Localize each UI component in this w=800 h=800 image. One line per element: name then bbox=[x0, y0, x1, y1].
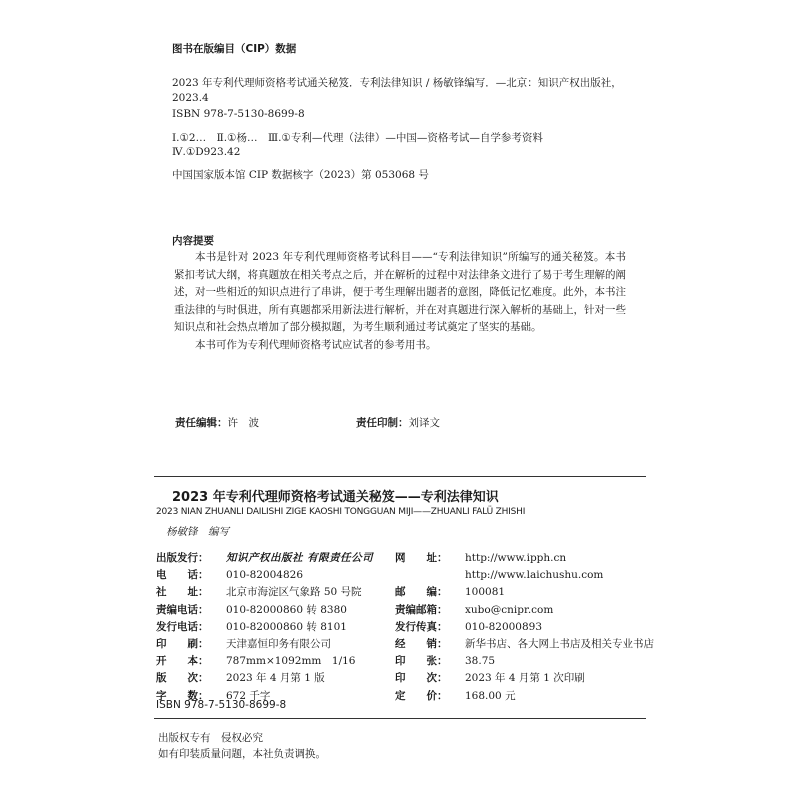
publishing-value: 010-82004826 bbox=[226, 569, 304, 582]
publishing-row bbox=[156, 634, 331, 650]
publishing-value: 010-82000860 转 8101 bbox=[226, 620, 347, 633]
publishing-label: 经 销： bbox=[395, 638, 448, 650]
publishing-label: 电 话： bbox=[156, 569, 209, 582]
publishing-value: 天津嘉恒印务有限公司 bbox=[226, 638, 331, 650]
publishing-label: 字 数： bbox=[156, 689, 209, 702]
publishing-label: 网 址： bbox=[395, 552, 448, 564]
publishing-label: 开 本： bbox=[156, 655, 209, 668]
publishing-isbn: ISBN 978-7-5130-8699-8 bbox=[156, 699, 287, 711]
publishing-row bbox=[156, 582, 362, 598]
publishing-label: 发行传真： bbox=[395, 620, 448, 633]
editor-name: 许 波 bbox=[227, 417, 259, 429]
publishing-label: 印 刷： bbox=[156, 638, 209, 650]
editor-credit bbox=[175, 415, 259, 430]
publishing-label: 印 张： bbox=[395, 655, 448, 668]
publishing-row bbox=[395, 617, 542, 633]
publishing-row bbox=[156, 600, 347, 616]
book-title: 2023 年专利代理师资格考试通关秘笈——专利法律知识 bbox=[172, 490, 499, 505]
publishing-label: 出版发行： bbox=[156, 552, 209, 564]
book-author: 杨敏锋 编写 bbox=[166, 526, 229, 538]
cip-isbn: ISBN 978-7-5130-8699-8 bbox=[172, 108, 305, 120]
publishing-row bbox=[395, 565, 603, 581]
publishing-value: 北京市海淀区气象路 50 号院 bbox=[226, 586, 362, 599]
publishing-row bbox=[156, 548, 373, 564]
summary-body bbox=[174, 249, 626, 355]
rights-notice: 出版权专有 侵权必究 bbox=[158, 732, 263, 744]
quality-notice: 如有印装质量问题，本社负责调换。 bbox=[158, 748, 326, 760]
cip-record-line-2: 2023.4 bbox=[172, 92, 209, 104]
publishing-value: 010-82000893 bbox=[465, 620, 543, 633]
publishing-value: 168.00 元 bbox=[465, 689, 516, 702]
publishing-row bbox=[395, 634, 654, 650]
publishing-row bbox=[395, 600, 553, 616]
publishing-value: 新华书店、各大网上书店及相关专业书店 bbox=[465, 638, 654, 650]
printing-label: 责任印制： bbox=[356, 417, 409, 429]
publishing-row bbox=[395, 548, 566, 564]
summary-heading: 内容提要 bbox=[172, 235, 214, 247]
publishing-label: 定 价： bbox=[395, 689, 448, 702]
publishing-row bbox=[156, 565, 303, 581]
publishing-label: 版 次： bbox=[156, 672, 209, 685]
publishing-label: 邮 编： bbox=[395, 586, 448, 599]
divider-top bbox=[154, 476, 646, 477]
divider-bottom bbox=[154, 718, 646, 719]
book-pinyin: 2023 NIAN ZHUANLI DAILISHI ZIGE KAOSHI TONGGUAN MIJI——ZHUANLI FALÜ ZHISHI bbox=[156, 507, 526, 517]
cip-verification: 中国国家版本馆 CIP 数据核字（2023）第 053068 号 bbox=[172, 169, 429, 181]
cip-subject-line-1: Ⅰ.①2… Ⅱ.①杨… Ⅲ.①专利—代理（法律）—中国—资格考试—自学参考资料 bbox=[172, 132, 543, 144]
cip-subject-line-2: Ⅳ.①D923.42 bbox=[172, 146, 241, 158]
publishing-row bbox=[395, 582, 505, 598]
publishing-value: 100081 bbox=[465, 586, 506, 599]
publishing-label: 社 址： bbox=[156, 586, 209, 599]
publishing-value: http://www.laichushu.com bbox=[465, 569, 604, 582]
publishing-row bbox=[156, 668, 325, 684]
cip-record-line-1: 2023 年专利代理师资格考试通关秘笈．专利法律知识 / 杨敏锋编写．—北京：知识产权出版社， bbox=[172, 77, 622, 89]
summary-paragraph-1: 本书是针对 2023 年专利代理师资格考试科目——“专利法律知识”所编写的通关秘笈。本书紧扣考试大纲，将真题放在相关考点之后，并在解析的过程中对法律条文进行了易于考生理解的阐述，对一些相近的知识点进行了串讲，便于考生理解出题者的意图，降低记忆难度。此外，本书注重法律的与时俱进，所有真题都采用新法进行解析，并在对真题进行深入解析的基础上，针对一些知识点和社会热点增加了部分模拟题，为考生顺利通过考试奠定了坚实的基础。 bbox=[174, 251, 626, 334]
publishing-label: 责编邮箱： bbox=[395, 603, 448, 616]
summary-paragraph-2: 本书可作为专利代理师资格考试应试者的参考用书。 bbox=[195, 338, 437, 351]
publishing-row bbox=[395, 651, 495, 667]
editor-label: 责任编辑： bbox=[175, 417, 228, 429]
publishing-value: 2023 年 4 月第 1 版 bbox=[226, 672, 325, 685]
publishing-value: http://www.ipph.cn bbox=[465, 552, 567, 564]
publishing-value: 672 千字 bbox=[226, 689, 271, 702]
publishing-row bbox=[156, 617, 347, 633]
printing-credit bbox=[356, 415, 440, 430]
cip-heading: 图书在版编目（CIP）数据 bbox=[172, 43, 297, 55]
publishing-value: 787mm×1092mm 1/16 bbox=[226, 655, 356, 668]
publishing-label: 发行电话： bbox=[156, 620, 209, 633]
publishing-label: 印 次： bbox=[395, 672, 448, 685]
publishing-value: 知识产权出版社 有限责任公司 bbox=[226, 552, 374, 564]
publishing-label: 责编电话： bbox=[156, 603, 209, 616]
publishing-row bbox=[395, 668, 585, 684]
publishing-row bbox=[395, 686, 516, 702]
publishing-value: 2023 年 4 月第 1 次印刷 bbox=[465, 672, 585, 685]
publishing-value: xubo@cnipr.com bbox=[465, 603, 554, 616]
publishing-value: 010-82000860 转 8380 bbox=[226, 603, 347, 616]
publishing-row bbox=[156, 651, 355, 667]
printing-name: 刘译文 bbox=[408, 417, 440, 429]
publishing-value: 38.75 bbox=[465, 655, 496, 668]
